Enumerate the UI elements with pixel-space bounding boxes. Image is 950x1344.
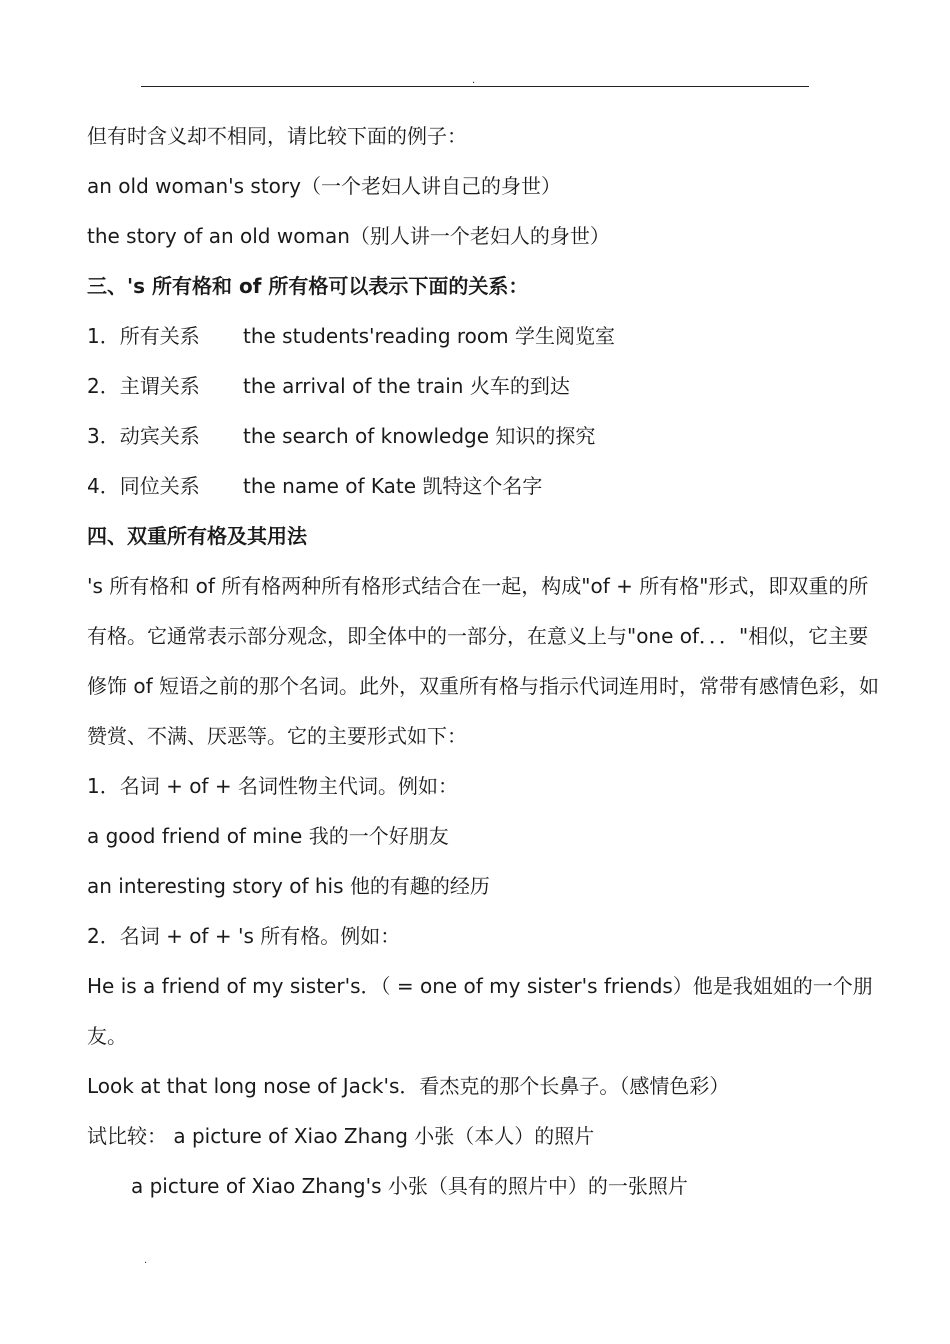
form-2-example-2: Look at that long nose of Jack's．看杰克的那个长鼻子。（感情色彩）: [87, 1074, 730, 1098]
relation-term: 4．同位关系: [87, 474, 200, 498]
relation-row: [87, 411, 879, 461]
header-rule: [141, 86, 809, 87]
relation-example: the name of Kate 凯特这个名字: [243, 474, 543, 498]
form-1-example-1: a good friend of mine 我的一个好朋友: [87, 824, 449, 848]
document-body: [87, 111, 879, 1211]
form-1-line: 1．名词 + of + 名词性物主代词。例如：: [87, 774, 458, 798]
relation-term: 2．主谓关系: [87, 374, 200, 398]
compare-line-2: a picture of Xiao Zhang's 小张（具有的照片中）的一张照片: [131, 1174, 688, 1198]
relation-term: 3．动宾关系: [87, 424, 200, 448]
intro-line: 但有时含义却不相同，请比较下面的例子：: [87, 124, 467, 148]
example-line-1: an old woman's story（一个老妇人讲自己的身世）: [87, 174, 561, 198]
relation-row: [87, 361, 879, 411]
form-2-line: 2．名词 + of + 's 所有格。例如：: [87, 924, 401, 948]
relation-row: [87, 461, 879, 511]
relation-row: [87, 311, 879, 361]
compare-line-1: 试比较： a picture of Xiao Zhang 小张（本人）的照片: [87, 1124, 595, 1148]
example-line-2: the story of an old woman（别人讲一个老妇人的身世）: [87, 224, 610, 248]
relation-example: the arrival of the train 火车的到达: [243, 374, 570, 398]
footer-dot: .: [144, 1255, 148, 1266]
form-2-example-1: He is a friend of my sister's．（ = one of my sister's friends）他是我姐姐的一个朋友。: [87, 974, 873, 1048]
section-3-heading: 三、's 所有格和 of 所有格可以表示下面的关系：: [87, 274, 529, 298]
section-4-paragraph: 's 所有格和 of 所有格两种所有格形式结合在一起，构成"of + 所有格"形式，即双重的所有格。它通常表示部分观念，即全体中的一部分，在意义上与"one of．．．"相似，它主要修饰 of 短语之前的那个名词。此外，双重所有格与指示代词连用时，常带有感情色彩，如赞赏、不满、厌恶等。它的主要形式如下：: [87, 574, 879, 748]
relation-term: 1．所有关系: [87, 324, 200, 348]
header-dot: .: [472, 75, 476, 86]
section-4-heading: 四、双重所有格及其用法: [87, 524, 307, 548]
relation-example: the students'reading room 学生阅览室: [243, 324, 615, 348]
relation-example: the search of knowledge 知识的探究: [243, 424, 596, 448]
form-1-example-2: an interesting story of his 他的有趣的经历: [87, 874, 490, 898]
